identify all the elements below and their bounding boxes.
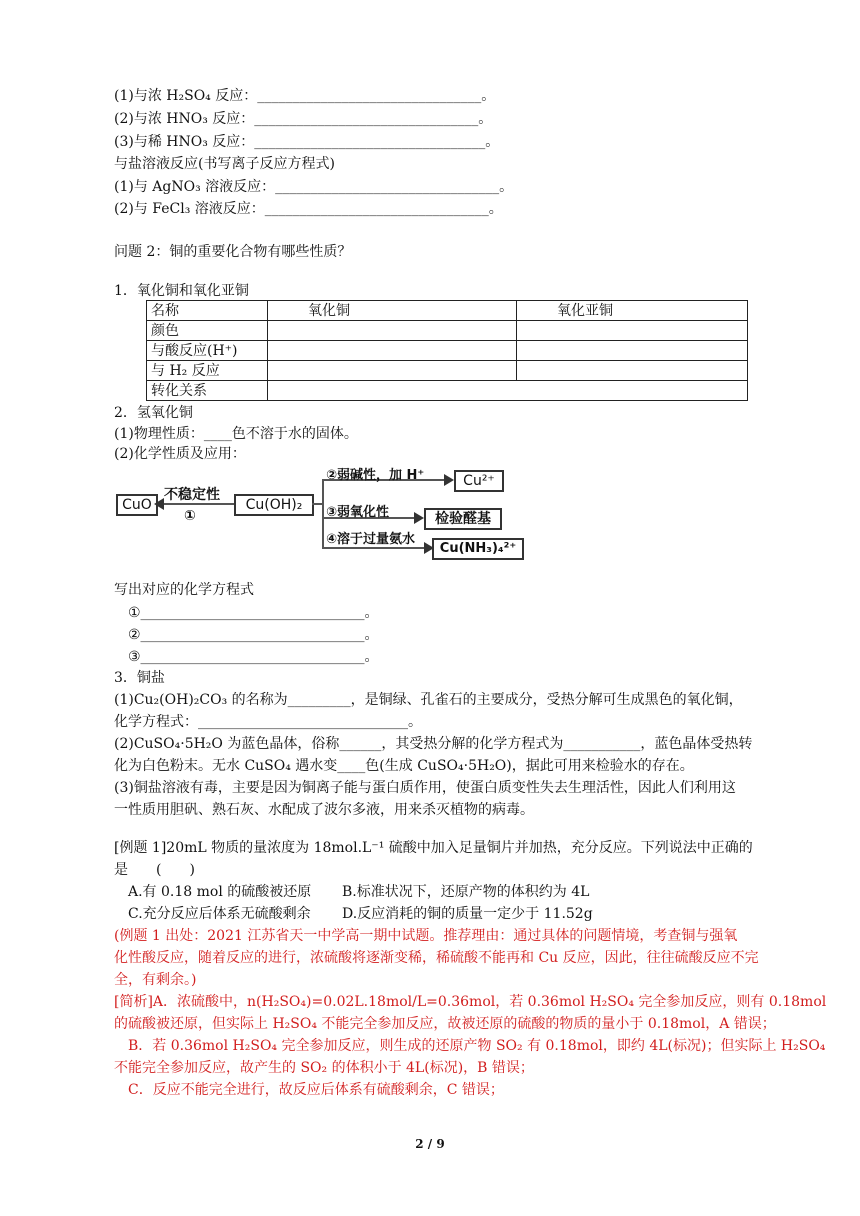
text-line: 一性质用胆矾、熟石灰、水配成了波尔多液，用来杀灭植物的病毒。 — [114, 802, 534, 818]
text-line: (3)与稀 HNO₃ 反应：_________________________________。 — [114, 134, 500, 150]
arrow-line — [322, 479, 324, 549]
text-line: 与盐溶液反应(书写离子反应方程式) — [114, 156, 335, 172]
table-header-cell: 名称 — [147, 301, 268, 321]
text-line: (3)铜盐溶液有毒，主要是因为铜离子能与蛋白质作用，使蛋白质变性失去生理活性，因此人们利用这 — [114, 780, 736, 796]
analysis-text: C．反应不能完全进行，故反应后体系有硫酸剩余，C 错误； — [128, 1082, 504, 1098]
branch-label: ②弱碱性，加 H⁺ — [326, 468, 425, 483]
table-row-label: 转化关系 — [147, 381, 268, 401]
arrow-right-icon — [444, 474, 454, 486]
table-cell — [517, 321, 748, 341]
option-d: D.反应消耗的铜的质量一定少于 11.52g — [342, 906, 593, 922]
section-heading: 3．铜盐 — [114, 670, 165, 686]
result-box: Cu(NH₃)₄²⁺ — [432, 538, 524, 560]
source-note: 全，有剩余。) — [114, 972, 197, 988]
table-row-label: 与 H₂ 反应 — [147, 361, 268, 381]
table-cell — [268, 321, 517, 341]
text-line: (1)与浓 H₂SO₄ 反应：________________________________。 — [114, 88, 496, 104]
text-line: 写出对应的化学方程式 — [114, 582, 254, 598]
copper-hydroxide-diagram — [114, 470, 534, 570]
table-cell — [268, 381, 748, 401]
analysis-text: B．若 0.36mol H₂SO₄ 完全参加反应，则生成的还原产物 SO₂ 有 0.18mol，即约 4L(标况)；但实际上 H₂SO₄ — [128, 1038, 826, 1054]
table-header-cell: 氧化铜 — [268, 301, 517, 321]
text-line: (1)物理性质：____色不溶于水的固体。 — [114, 426, 358, 442]
table-header-cell: 氧化亚铜 — [517, 301, 748, 321]
text-line: (2)CuSO₄·5H₂O 为蓝色晶体，俗称______，其受热分解的化学方程式为___________，蓝色晶体受热转 — [114, 736, 753, 752]
branch-label: ③弱氧化性 — [326, 505, 390, 520]
step-number: ① — [184, 508, 196, 524]
arrow-line — [322, 547, 428, 549]
example-question: 是 ( ) — [114, 862, 195, 878]
option-c: C.充分反应后体系无硫酸剩余 — [128, 906, 311, 922]
page-number: 2 / 9 — [415, 1137, 445, 1151]
unstable-label: 不稳定性 — [164, 487, 220, 503]
text-line: ②________________________________。 — [128, 627, 379, 643]
table-cell — [517, 361, 748, 381]
cuo-box: CuO — [116, 494, 158, 516]
table-cell — [268, 361, 517, 381]
result-box: Cu²⁺ — [454, 470, 504, 492]
table-cell — [517, 341, 748, 361]
table-cell — [268, 341, 517, 361]
section-heading: 2．氢氧化铜 — [114, 405, 193, 421]
arrow-left-icon — [154, 498, 164, 510]
analysis-text: [简析]A．浓硫酸中，n(H₂SO₄)=0.02L.18mol/L=0.36mol，若 0.36mol H₂SO₄ 完全参加反应，则有 0.18mol — [114, 994, 827, 1010]
option-b: B.标准状况下，还原产物的体积约为 4L — [342, 884, 590, 900]
table-row-label: 颜色 — [147, 321, 268, 341]
text-line: (2)化学性质及应用： — [114, 446, 246, 462]
question-heading: 问题 2：铜的重要化合物有哪些性质？ — [114, 244, 352, 260]
text-line: (1)与 AgNO₃ 溶液反应：________________________________。 — [114, 179, 514, 195]
text-line: ③________________________________。 — [128, 649, 379, 665]
text-line: (2)与浓 HNO₃ 反应：________________________________。 — [114, 111, 493, 127]
copper-oxide-table — [146, 300, 748, 401]
text-line: 化为白色粉末。无水 CuSO₄ 遇水变____色(生成 CuSO₄·5H₂O)，据此可用来检验水的存在。 — [114, 758, 694, 774]
cuoh2-box: Cu(OH)₂ — [234, 494, 314, 516]
table-row-label: 与酸反应(H⁺) — [147, 341, 268, 361]
source-note: 化性酸反应，随着反应的进行，浓硫酸将逐渐变稀，稀硫酸不能再和 Cu 反应，因此，往往硫酸反应不完 — [114, 950, 759, 966]
text-line: (2)与 FeCl₃ 溶液反应：________________________________。 — [114, 201, 503, 217]
text-line: (1)Cu₂(OH)₂CO₃ 的名称为_________，是铜绿、孔雀石的主要成分，受热分解可生成黑色的氧化铜， — [114, 692, 743, 708]
analysis-text: 的硫酸被还原，但实际上 H₂SO₄ 不能完全参加反应，故被还原的硫酸的物质的量小于 0.18mol，A 错误； — [114, 1016, 776, 1032]
branch-label: ④溶于过量氨水 — [326, 532, 416, 547]
option-a: A.有 0.18 mol 的硫酸被还原 — [128, 884, 312, 900]
result-box: 检验醛基 — [424, 508, 502, 530]
text-line: ①________________________________。 — [128, 605, 379, 621]
source-note: (例题 1 出处：2021 江苏省天一中学高一期中试题。推荐理由：通过具体的问题情境，考查铜与强氧 — [114, 928, 738, 944]
arrow-right-icon — [414, 512, 424, 524]
example-question: [例题 1]20mL 物质的量浓度为 18mol.L⁻¹ 硫酸中加入足量铜片并加热，充分反应。下列说法中正确的 — [114, 840, 753, 856]
section-heading: 1．氧化铜和氧化亚铜 — [114, 283, 249, 299]
analysis-text: 不能完全参加反应，故产生的 SO₂ 的体积小于 4L(标况)，B 错误； — [114, 1060, 534, 1076]
text-line: 化学方程式：______________________________。 — [114, 714, 422, 730]
